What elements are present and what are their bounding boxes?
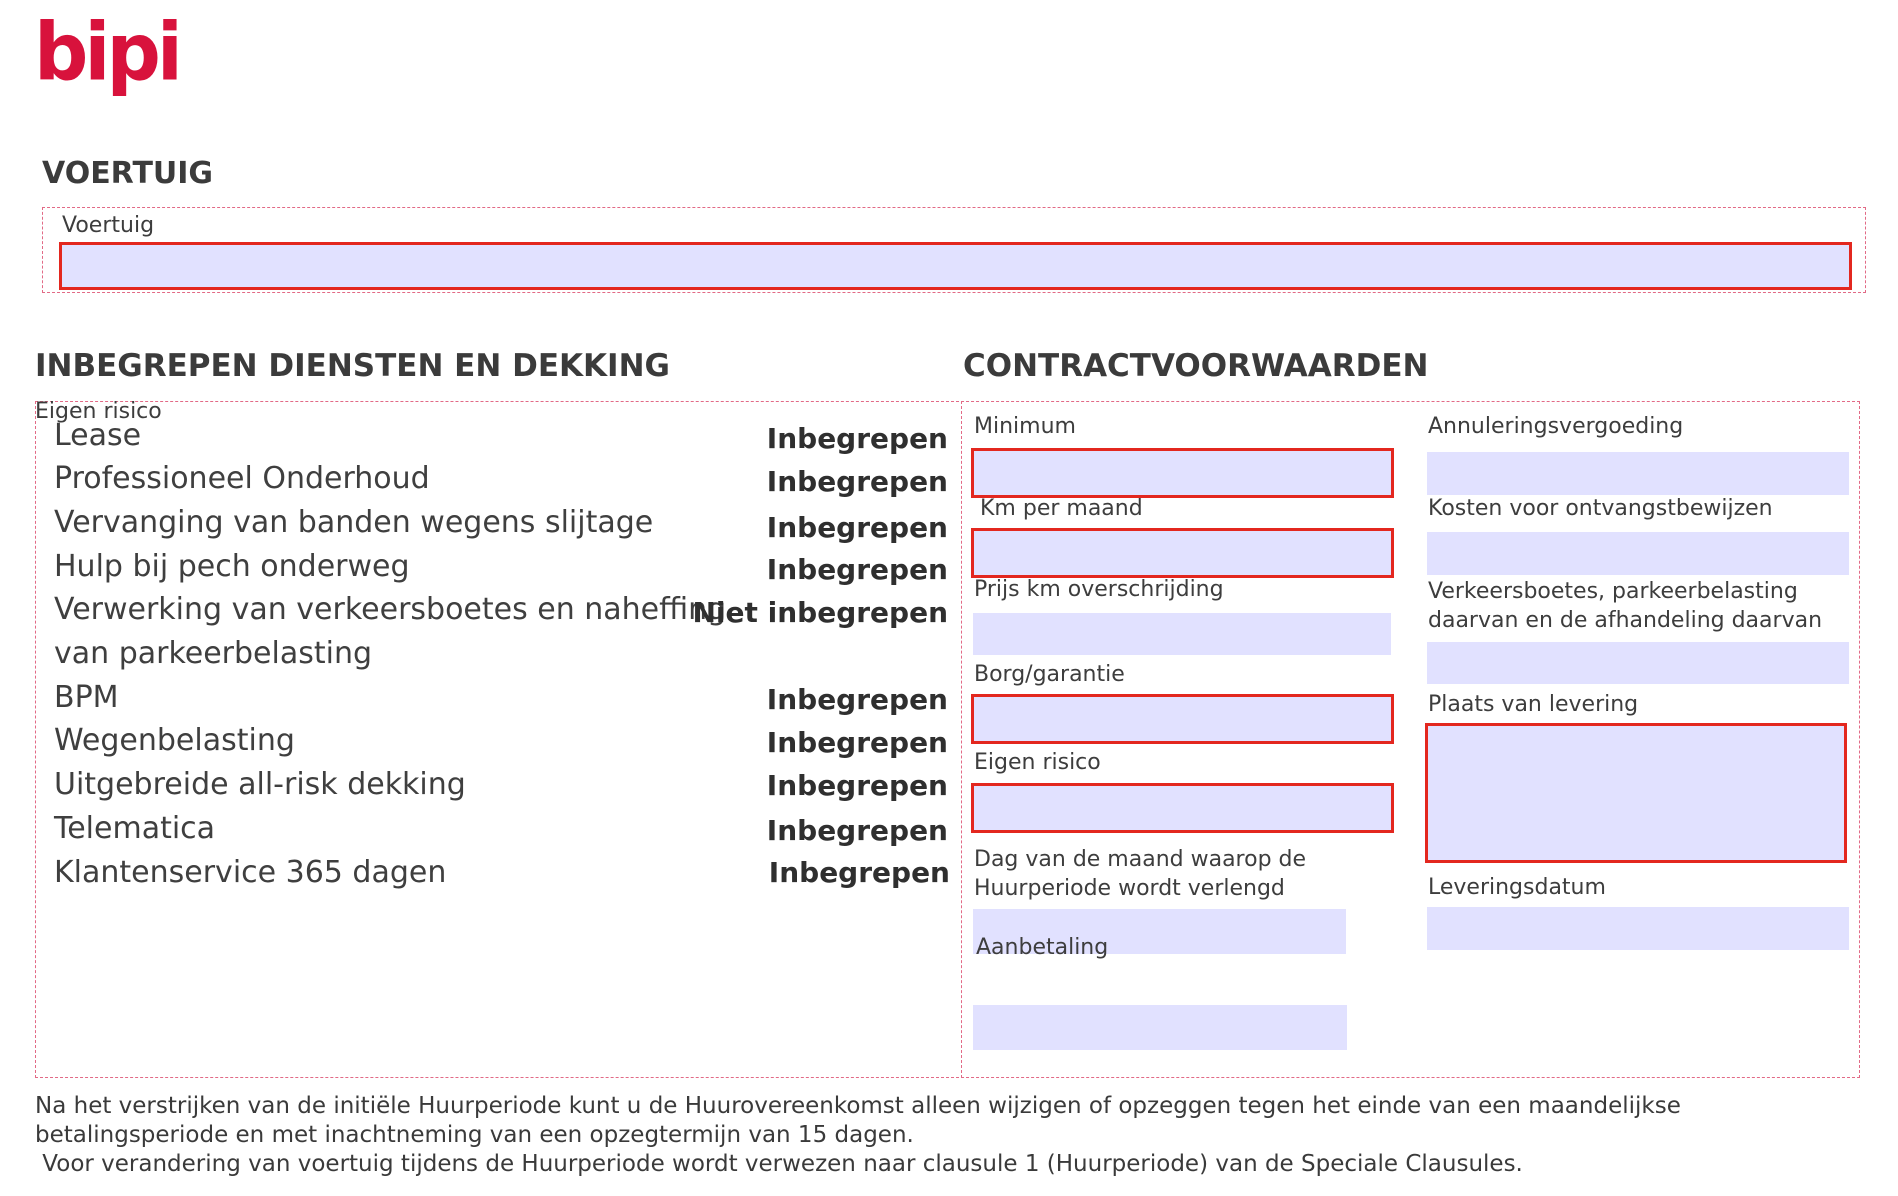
service-name: Hulp bij pech onderweg [54,549,410,584]
service-name: Klantenservice 365 dagen [54,855,447,890]
dag-label-line1: Dag van de maand waarop de [974,847,1307,872]
annuleringsvergoeding-label: Annuleringsvergoeding [1428,414,1684,439]
section-heading-contractvoorwaarden: CONTRACTVOORWAARDEN [963,348,1429,384]
service-status: Inbegrepen [766,422,948,455]
dag-label-line2: Huurperiode wordt verlengd [974,876,1285,901]
service-name: Vervanging van banden wegens slijtage [54,505,654,540]
service-name: BPM [54,680,119,715]
service-status: Niet inbegrepen [692,596,948,629]
dag-van-de-maand-label [974,845,1354,903]
km-per-maand-label: Km per maand [980,496,1143,521]
eigen-risico-input[interactable] [971,783,1394,833]
service-name: Lease [54,418,142,453]
service-status: Inbegrepen [766,769,948,802]
minimum-label: Minimum [974,414,1076,439]
service-name: Wegenbelasting [54,723,295,758]
service-status: Inbegrepen [766,553,948,586]
service-status: Inbegrepen [766,814,948,847]
service-status: Inbegrepen [766,683,948,716]
kosten-ontvangstbewijzen-input[interactable] [1427,532,1849,575]
footer-line2: Voor verandering van voertuig tijdens de Huurperiode wordt verwezen naar clausule 1 (Huurperiode) van de Speciale Clausules. [35,1151,1523,1177]
service-name-line2: van parkeerbelasting [54,636,373,671]
bipi-logo: bipi [34,4,179,99]
service-status: Inbegrepen [766,465,948,498]
annuleringsvergoeding-input[interactable] [1427,452,1849,495]
service-name: Verwerking van verkeersboetes en naheffing [54,592,727,627]
service-status: Inbegrepen [768,856,950,889]
borg-input[interactable] [971,694,1394,744]
verkeersboetes-input[interactable] [1427,642,1849,684]
verkeersboetes-label [1428,577,1868,635]
services-overlay-label: Eigen risico [35,399,162,424]
footer-line1: Na het verstrijken van de initiële Huurperiode kunt u de Huurovereenkomst alleen wijzigen of opzeggen tegen het einde van een maandelijkse betalingsperiode en met inachtneming van een opzegtermijn van 15 dagen. [35,1093,1681,1148]
aanbetaling-input[interactable] [973,1005,1347,1050]
plaats-van-levering-input[interactable] [1425,723,1847,863]
leveringsdatum-label: Leveringsdatum [1428,875,1606,900]
services-list [54,418,950,898]
service-name: Telematica [54,811,216,846]
service-name: Uitgebreide all-risk dekking [54,767,466,802]
km-per-maand-input[interactable] [971,528,1394,578]
vehicle-input[interactable] [59,242,1852,290]
service-name: Professioneel Onderhoud [54,461,430,496]
footer-notes [35,1092,1865,1179]
kosten-ontvangstbewijzen-label: Kosten voor ontvangstbewijzen [1428,496,1773,521]
borg-label: Borg/garantie [974,662,1125,687]
plaats-van-levering-label: Plaats van levering [1428,692,1639,717]
verkeersboetes-label-line2: daarvan en de afhandeling daarvan [1428,608,1823,633]
verkeersboetes-label-line1: Verkeersboetes, parkeerbelasting [1428,579,1798,604]
prijs-km-input[interactable] [973,613,1391,655]
aanbetaling-label: Aanbetaling [976,935,1109,960]
leveringsdatum-input[interactable] [1427,907,1849,950]
service-status: Inbegrepen [766,511,948,544]
eigen-risico-label: Eigen risico [974,750,1101,775]
section-heading-voertuig: VOERTUIG [42,156,214,191]
section-heading-diensten: INBEGREPEN DIENSTEN EN DEKKING [35,348,670,384]
minimum-input[interactable] [971,448,1394,498]
service-status: Inbegrepen [766,726,948,759]
column-divider [961,401,962,1078]
vehicle-field-label: Voertuig [62,213,155,238]
prijs-km-label: Prijs km overschrijding [974,577,1224,602]
